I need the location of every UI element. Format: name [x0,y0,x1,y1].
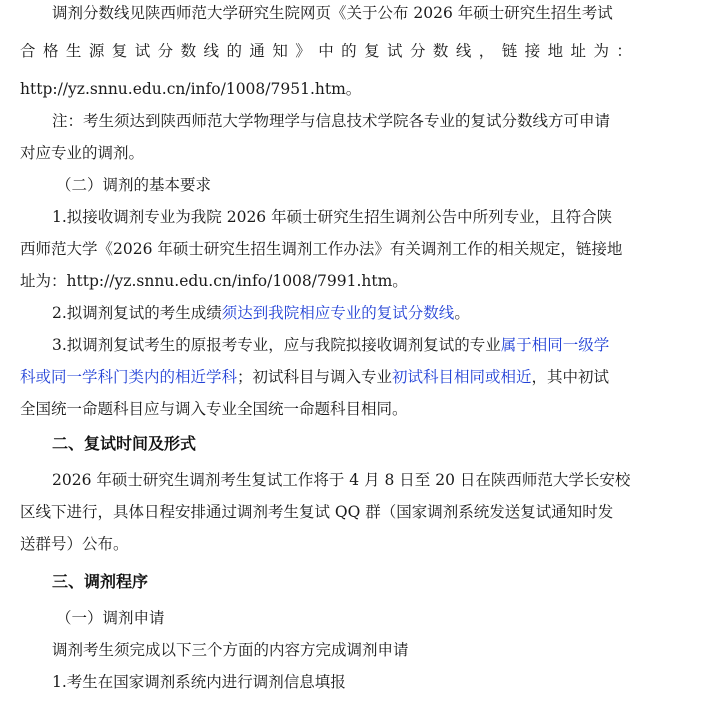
note-line [20,143,702,163]
section-2-line [20,502,702,522]
requirement-3-line [20,367,702,387]
requirement-1-line [52,207,702,227]
section-2-line [52,470,702,490]
text: 2026 年硕士研究生调剂考生复试工作将于 4 月 8 日至 20 日在陕西师范大学长安校 [52,471,631,489]
section-3-line [52,640,702,660]
text: 3.拟调剂复试考生的原报考专业，应与我院拟接收调剂复试的专业 [52,336,501,354]
text: 调剂分数线见陕西师范大学研究生院网页《关于公布 2026 年硕士研究生招生考试 [52,4,613,22]
justified-char: 线 [203,42,220,60]
paragraph-line-justified [20,41,632,61]
justified-char: 数 [180,42,197,60]
justified-char: 为 [593,42,609,60]
justified-char: 分 [409,42,426,60]
text: 西师范大学《2026 年硕士研究生招生调剂工作办法》有关调剂工作的相关规定，链接地 [20,240,623,258]
highlight-text: 须达到我院相应专业的复试分数线 [221,304,455,322]
requirement-3-line [52,335,702,355]
text: 2.拟调剂复试的考生成绩 [52,304,222,322]
text: ；初试科目与调入专业 [237,368,393,386]
requirement-2-line [52,303,702,323]
justified-char: 源 [88,42,105,60]
subheading [56,175,702,195]
justified-char: 的 [226,42,242,60]
requirement-3-line [20,399,702,419]
requirement-1-line [20,271,702,291]
text: 1.考生在国家调剂系统内进行调剂信息填报 [52,673,346,691]
text: 址为：http://yz.snnu.edu.cn/info/1008/7991.htm。 [20,272,408,290]
justified-char: 知 [272,42,288,60]
section-3-item [52,672,702,692]
url-text: http://yz.snnu.edu.cn/info/1008/7951.htm。 [20,80,362,98]
justified-char: ， [478,42,495,60]
highlight-text: 属于相同一级学 [500,336,610,354]
justified-char: 数 [432,42,449,60]
text: 对应专业的调剂。 [20,144,145,162]
justified-char: 地 [547,42,564,60]
justified-char: 》 [295,42,311,60]
justified-char: 中 [318,42,334,60]
text: 注：考生须达到陕西师范大学物理学与信息技术学院各专业的复试分数线方可申请 [52,112,611,130]
highlight-text: 初试科目相同或相近 [392,368,532,386]
justified-char: 复 [364,42,380,60]
justified-char: 的 [341,42,357,60]
justified-char: 格 [42,42,59,60]
section-2-line [20,534,702,554]
text: 。 [454,304,470,322]
subheading-text: （二）调剂的基本要求 [56,176,212,194]
justified-char: ： [616,42,632,60]
text: 送群号）公布。 [20,535,129,553]
highlight-text: 科或同一学科门类内的相近学科 [20,368,238,386]
justified-char: 分 [157,42,174,60]
heading-text: 二、复试时间及形式 [52,434,197,453]
subheading-text: （一）调剂申请 [56,609,165,627]
requirement-1-line [20,239,702,259]
section-heading [52,572,702,592]
text: 全国统一命题科目应与调入专业全国统一命题科目相同。 [20,400,408,418]
text: ，其中初试 [531,368,610,386]
text: 区线下进行，具体日程安排通过调剂考生复试 QQ 群（国家调剂系统发送复试通知时发 [20,503,614,521]
justified-char: 生 [65,42,82,60]
subheading [56,608,702,628]
section-heading [52,434,702,454]
justified-char: 合 [20,42,36,60]
url-line [20,79,702,99]
justified-char: 试 [134,42,151,60]
paragraph-line [52,3,702,23]
justified-char: 试 [387,42,403,60]
heading-text: 三、调剂程序 [52,572,149,591]
justified-char: 复 [111,42,128,60]
justified-char: 通 [249,42,265,60]
text: 调剂考生须完成以下三个方面的内容方完成调剂申请 [52,641,409,659]
text: 1.拟接收调剂专业为我院 2026 年硕士研究生招生调剂公告中所列专业，且符合陕 [52,208,613,226]
note-line [52,111,702,131]
justified-char: 链 [501,42,518,60]
justified-char: 址 [570,42,587,60]
justified-char: 线 [455,42,472,60]
justified-char: 接 [524,42,541,60]
